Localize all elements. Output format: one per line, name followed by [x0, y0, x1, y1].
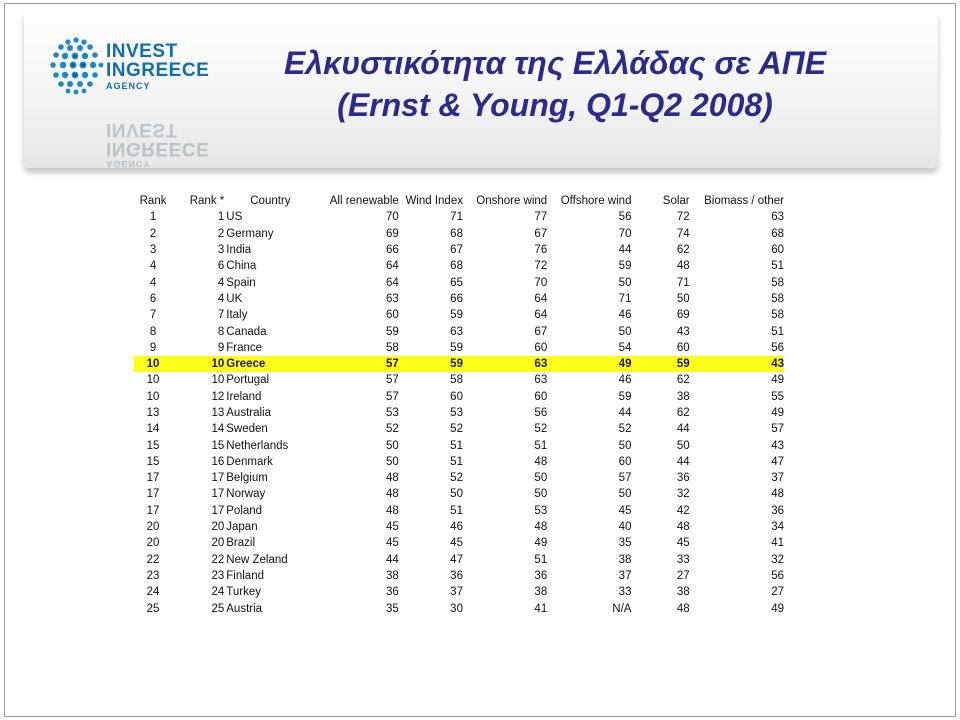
- cell-solar: 27: [676, 569, 690, 582]
- cell-rank: 13: [146, 407, 160, 419]
- cell-country: Denmark: [226, 455, 273, 468]
- cell-offshore-wind: 54: [618, 341, 632, 354]
- cell-offshore-wind: 56: [618, 211, 632, 224]
- cell-wind-index: 36: [450, 569, 463, 582]
- cell-country: Turkey: [226, 586, 261, 599]
- cell-onshore-wind: 60: [534, 341, 548, 354]
- cell-rank-star: 15: [211, 439, 225, 452]
- cell-rank-star: 1: [217, 211, 225, 224]
- cell-country: Austria: [226, 602, 263, 615]
- cell-all-renewable: 48: [385, 472, 399, 485]
- table-row: [134, 552, 784, 568]
- cell-rank-star: 4: [217, 276, 225, 289]
- cell-rank: 1: [149, 211, 157, 224]
- dotted-globe-icon: [44, 34, 108, 98]
- cell-solar: 48: [676, 602, 690, 615]
- cell-wind-index: 47: [450, 553, 463, 566]
- table-row: [134, 389, 784, 405]
- cell-biomass-other: 34: [771, 521, 784, 534]
- cell-rank: 4: [149, 276, 157, 289]
- cell-onshore-wind: 72: [534, 260, 548, 273]
- cell-all-renewable: 36: [385, 586, 399, 599]
- cell-all-renewable: 50: [385, 439, 399, 452]
- table-row: [134, 258, 784, 274]
- header-offshore-wind: Offshore wind: [560, 195, 632, 208]
- cell-all-renewable: 38: [385, 569, 399, 582]
- cell-biomass-other: 43: [690, 356, 784, 372]
- cell-rank-star: 14: [211, 423, 225, 436]
- cell-solar: 62: [676, 407, 690, 419]
- cell-all-renewable: 59: [385, 325, 399, 338]
- cell-onshore-wind: 77: [534, 211, 548, 224]
- cell-rank-star: 22: [211, 553, 225, 566]
- cell-wind-index: 53: [450, 407, 463, 419]
- cell-rank: 3: [149, 244, 157, 257]
- cell-country: Sweden: [226, 423, 268, 436]
- title-line-1: Ελκυστικότητα της Ελλάδας σε ΑΠΕ: [283, 45, 827, 81]
- cell-offshore-wind: 49: [547, 356, 631, 372]
- cell-rank: 9: [149, 341, 157, 354]
- cell-rank: 25: [146, 602, 160, 615]
- cell-wind-index: 46: [450, 521, 463, 534]
- cell-rank: 14: [146, 423, 160, 436]
- header-solar: Solar: [662, 195, 690, 208]
- table-row: [134, 356, 784, 372]
- table-row: [134, 405, 784, 421]
- cell-wind-index: 51: [450, 504, 463, 517]
- cell-country: India: [226, 244, 252, 257]
- cell-offshore-wind: 57: [618, 472, 632, 485]
- cell-solar: 62: [676, 374, 690, 387]
- cell-wind-index: 71: [450, 211, 463, 224]
- cell-solar: 43: [676, 325, 690, 338]
- cell-biomass-other: 32: [771, 553, 784, 566]
- cell-country: China: [226, 260, 257, 273]
- cell-wind-index: 68: [450, 260, 463, 273]
- header-country: Country: [250, 195, 291, 208]
- table-row: [134, 226, 784, 242]
- cell-wind-index: 51: [450, 439, 463, 452]
- cell-country: Norway: [226, 488, 266, 501]
- cell-offshore-wind: N/A: [612, 602, 632, 615]
- cell-rank: 6: [149, 292, 157, 305]
- cell-country: Canada: [226, 325, 267, 338]
- cell-all-renewable: 69: [385, 227, 399, 240]
- header-onshore-wind: Onshore wind: [476, 195, 548, 208]
- cell-offshore-wind: 46: [618, 309, 632, 322]
- cell-onshore-wind: 38: [534, 586, 548, 599]
- cell-offshore-wind: 59: [618, 260, 632, 273]
- cell-offshore-wind: 60: [618, 455, 632, 468]
- cell-offshore-wind: 50: [618, 276, 632, 289]
- cell-onshore-wind: 56: [534, 407, 548, 419]
- cell-onshore-wind: 64: [534, 309, 548, 322]
- cell-biomass-other: 48: [771, 488, 784, 501]
- cell-offshore-wind: 38: [618, 553, 632, 566]
- table-row: [134, 242, 784, 258]
- cell-rank-star: 16: [211, 455, 225, 468]
- cell-rank: 10: [146, 374, 160, 387]
- cell-offshore-wind: 50: [618, 488, 632, 501]
- cell-biomass-other: 57: [771, 423, 784, 436]
- cell-rank-star: 10: [211, 374, 225, 387]
- cell-rank-star: 17: [211, 488, 225, 501]
- cell-biomass-other: 56: [771, 341, 784, 354]
- cell-country: Belgium: [226, 472, 268, 485]
- cell-wind-index: 51: [450, 455, 463, 468]
- cell-onshore-wind: 48: [534, 521, 548, 534]
- cell-country: Italy: [226, 309, 248, 322]
- cell-all-renewable: 48: [385, 504, 399, 517]
- header-all-renewable: All renewable: [329, 195, 399, 208]
- cell-biomass-other: 63: [771, 211, 784, 224]
- cell-onshore-wind: 52: [534, 423, 548, 436]
- cell-country: Greece: [226, 356, 314, 372]
- cell-rank: 7: [149, 309, 157, 322]
- logo-reflection-line-1: INVEST: [106, 119, 178, 140]
- cell-all-renewable: 70: [385, 211, 399, 224]
- cell-solar: 59: [631, 356, 689, 372]
- cell-country: Ireland: [226, 390, 262, 403]
- cell-rank-star: 23: [211, 569, 225, 582]
- cell-wind-index: 58: [450, 374, 463, 387]
- cell-biomass-other: 51: [771, 260, 784, 273]
- cell-onshore-wind: 67: [534, 227, 548, 240]
- cell-rank: 10: [146, 390, 160, 403]
- cell-wind-index: 60: [450, 390, 463, 403]
- cell-offshore-wind: 59: [618, 390, 632, 403]
- cell-solar: 48: [676, 260, 690, 273]
- logo-line-1: INVEST: [106, 41, 178, 62]
- cell-wind-index: 65: [450, 276, 463, 289]
- cell-wind-index: 66: [450, 292, 463, 305]
- cell-biomass-other: 49: [771, 602, 784, 615]
- cell-rank-star: 10: [172, 356, 226, 372]
- cell-rank: 4: [149, 260, 157, 273]
- table-header-row: [134, 193, 784, 209]
- cell-onshore-wind: 67: [534, 325, 548, 338]
- cell-rank: 15: [146, 455, 160, 468]
- cell-all-renewable: 52: [385, 423, 399, 436]
- cell-onshore-wind: 51: [534, 439, 548, 452]
- cell-rank-star: 12: [211, 390, 225, 403]
- cell-country: Australia: [226, 407, 272, 419]
- cell-all-renewable: 57: [385, 390, 399, 403]
- cell-wind-index: 59: [399, 356, 463, 372]
- cell-rank-star: 13: [211, 407, 225, 419]
- cell-offshore-wind: 50: [618, 439, 632, 452]
- cell-solar: 33: [676, 553, 690, 566]
- cell-offshore-wind: 35: [618, 537, 632, 550]
- cell-solar: 50: [676, 292, 690, 305]
- cell-biomass-other: 51: [771, 325, 784, 338]
- cell-wind-index: 30: [450, 602, 463, 615]
- cell-onshore-wind: 49: [534, 537, 548, 550]
- cell-rank: 2: [149, 227, 157, 240]
- cell-all-renewable: 60: [385, 309, 399, 322]
- table-row: [134, 600, 784, 616]
- cell-rank: 8: [149, 325, 157, 338]
- cell-country: US: [226, 211, 243, 224]
- table-row: [134, 519, 784, 535]
- cell-all-renewable: 58: [385, 341, 399, 354]
- cell-all-renewable: 66: [385, 244, 399, 257]
- title-line-2: (Ernst & Young, Q1-Q2 2008): [337, 87, 773, 123]
- cell-biomass-other: 49: [771, 374, 784, 387]
- cell-solar: 62: [676, 244, 690, 257]
- table-row: [134, 535, 784, 551]
- cell-all-renewable: 63: [385, 292, 399, 305]
- cell-biomass-other: 60: [771, 244, 784, 257]
- cell-offshore-wind: 71: [618, 292, 632, 305]
- cell-wind-index: 37: [450, 586, 463, 599]
- cell-offshore-wind: 33: [618, 586, 632, 599]
- cell-offshore-wind: 46: [618, 374, 632, 387]
- table-row: [134, 568, 784, 584]
- cell-solar: 48: [676, 521, 690, 534]
- cell-rank: 17: [146, 472, 160, 485]
- cell-solar: 45: [676, 537, 690, 550]
- slide-title: [260, 42, 850, 126]
- logo-reflection-line-3: AGENCY: [106, 159, 151, 169]
- cell-offshore-wind: 37: [618, 569, 632, 582]
- cell-rank: 20: [146, 521, 160, 534]
- cell-onshore-wind: 53: [534, 504, 548, 517]
- cell-country: Spain: [226, 276, 256, 289]
- cell-wind-index: 68: [450, 227, 463, 240]
- cell-biomass-other: 58: [771, 309, 784, 322]
- cell-offshore-wind: 52: [618, 423, 632, 436]
- cell-rank-star: 25: [211, 602, 225, 615]
- cell-all-renewable: 44: [385, 553, 399, 566]
- table-row: [134, 503, 784, 519]
- cell-offshore-wind: 40: [618, 521, 632, 534]
- header-biomass-other: Biomass / other: [704, 195, 784, 208]
- header-rank-star: Rank *: [189, 195, 225, 208]
- table-row: [134, 209, 784, 225]
- cell-offshore-wind: 70: [618, 227, 632, 240]
- cell-onshore-wind: 41: [534, 602, 548, 615]
- cell-wind-index: 63: [450, 325, 463, 338]
- cell-all-renewable: 45: [385, 521, 399, 534]
- cell-all-renewable: 64: [385, 276, 399, 289]
- cell-solar: 36: [676, 472, 690, 485]
- table-row: [134, 454, 784, 470]
- cell-all-renewable: 57: [315, 356, 399, 372]
- logo-line-2: INGREECE: [106, 60, 210, 81]
- table-row: [134, 437, 784, 453]
- cell-solar: 69: [676, 309, 690, 322]
- cell-onshore-wind: 63: [534, 374, 548, 387]
- cell-onshore-wind: 51: [534, 553, 548, 566]
- cell-rank-star: 17: [211, 504, 225, 517]
- table-row: [134, 307, 784, 323]
- cell-country: France: [226, 341, 263, 354]
- table-row: [134, 274, 784, 290]
- cell-all-renewable: 64: [385, 260, 399, 273]
- cell-solar: 50: [676, 439, 690, 452]
- cell-biomass-other: 36: [771, 504, 784, 517]
- cell-country: UK: [226, 292, 243, 305]
- cell-onshore-wind: 50: [534, 472, 548, 485]
- cell-country: New Zeland: [226, 553, 288, 566]
- cell-all-renewable: 53: [385, 407, 399, 419]
- cell-rank-star: 24: [211, 586, 225, 599]
- cell-country: Japan: [226, 521, 258, 534]
- cell-offshore-wind: 44: [618, 407, 632, 419]
- cell-rank: 22: [146, 553, 160, 566]
- cell-rank: 15: [146, 439, 160, 452]
- cell-rank-star: 3: [217, 244, 225, 257]
- logo-line-3: AGENCY: [106, 81, 151, 91]
- cell-wind-index: 67: [450, 244, 463, 257]
- logo-text: [106, 42, 209, 92]
- cell-onshore-wind: 36: [534, 569, 548, 582]
- cell-rank: 20: [146, 537, 160, 550]
- cell-solar: 72: [676, 211, 690, 224]
- cell-rank-star: 20: [211, 521, 225, 534]
- cell-country: Brazil: [226, 537, 256, 550]
- cell-all-renewable: 35: [385, 602, 399, 615]
- table-row: [134, 372, 784, 388]
- table-row: [134, 340, 784, 356]
- cell-onshore-wind: 70: [534, 276, 548, 289]
- cell-biomass-other: 56: [771, 569, 784, 582]
- cell-rank: 17: [146, 504, 160, 517]
- header-wind-index: Wind Index: [405, 195, 463, 208]
- cell-biomass-other: 49: [771, 407, 784, 419]
- cell-biomass-other: 68: [771, 227, 784, 240]
- table-row: [134, 486, 784, 502]
- logo: [44, 34, 214, 169]
- cell-offshore-wind: 44: [618, 244, 632, 257]
- cell-rank-star: 6: [217, 260, 225, 273]
- cell-biomass-other: 27: [771, 586, 784, 599]
- cell-all-renewable: 48: [385, 488, 399, 501]
- cell-country: Germany: [226, 227, 274, 240]
- table-body: [134, 209, 784, 616]
- table-row: [134, 421, 784, 437]
- cell-wind-index: 52: [450, 472, 463, 485]
- logo-reflection-line-2: INGREECE: [106, 138, 210, 159]
- cell-biomass-other: 58: [771, 292, 784, 305]
- cell-onshore-wind: 63: [463, 356, 547, 372]
- cell-solar: 74: [676, 227, 690, 240]
- cell-biomass-other: 58: [771, 276, 784, 289]
- cell-country: Portugal: [226, 374, 270, 387]
- cell-offshore-wind: 45: [618, 504, 632, 517]
- cell-biomass-other: 37: [771, 472, 784, 485]
- cell-all-renewable: 57: [385, 374, 399, 387]
- cell-offshore-wind: 50: [618, 325, 632, 338]
- cell-solar: 38: [676, 390, 690, 403]
- cell-all-renewable: 45: [385, 537, 399, 550]
- cell-wind-index: 59: [450, 309, 463, 322]
- cell-wind-index: 45: [450, 537, 463, 550]
- cell-onshore-wind: 64: [534, 292, 548, 305]
- ranking-table: [134, 193, 784, 617]
- cell-rank-star: 9: [217, 341, 225, 354]
- table-row: [134, 470, 784, 486]
- cell-biomass-other: 41: [771, 537, 784, 550]
- cell-biomass-other: 43: [771, 439, 784, 452]
- cell-solar: 71: [676, 276, 690, 289]
- cell-solar: 32: [676, 488, 690, 501]
- cell-rank: 23: [146, 569, 160, 582]
- cell-rank-star: 8: [217, 325, 225, 338]
- cell-rank: 10: [134, 356, 172, 372]
- cell-solar: 44: [676, 455, 690, 468]
- table-row: [134, 323, 784, 339]
- cell-onshore-wind: 50: [534, 488, 548, 501]
- cell-onshore-wind: 76: [534, 244, 548, 257]
- cell-wind-index: 59: [450, 341, 463, 354]
- cell-rank-star: 17: [211, 472, 225, 485]
- cell-country: Poland: [226, 504, 263, 517]
- cell-solar: 44: [676, 423, 690, 436]
- cell-biomass-other: 47: [771, 455, 784, 468]
- cell-onshore-wind: 48: [534, 455, 548, 468]
- cell-solar: 38: [676, 586, 690, 599]
- cell-rank: 17: [146, 488, 160, 501]
- cell-rank: 24: [146, 586, 160, 599]
- cell-wind-index: 52: [450, 423, 463, 436]
- cell-all-renewable: 50: [385, 455, 399, 468]
- logo-reflection: [106, 120, 209, 170]
- cell-country: Finland: [226, 569, 264, 582]
- header-rank: Rank: [139, 195, 167, 208]
- cell-wind-index: 50: [450, 488, 463, 501]
- cell-country: Netherlands: [226, 439, 289, 452]
- cell-rank-star: 7: [217, 309, 225, 322]
- cell-onshore-wind: 60: [534, 390, 548, 403]
- cell-biomass-other: 55: [771, 390, 784, 403]
- table-row: [134, 584, 784, 600]
- cell-rank-star: 2: [217, 227, 225, 240]
- cell-solar: 60: [676, 341, 690, 354]
- cell-rank-star: 4: [217, 292, 225, 305]
- table-row: [134, 291, 784, 307]
- cell-rank-star: 20: [211, 537, 225, 550]
- cell-solar: 42: [676, 504, 690, 517]
